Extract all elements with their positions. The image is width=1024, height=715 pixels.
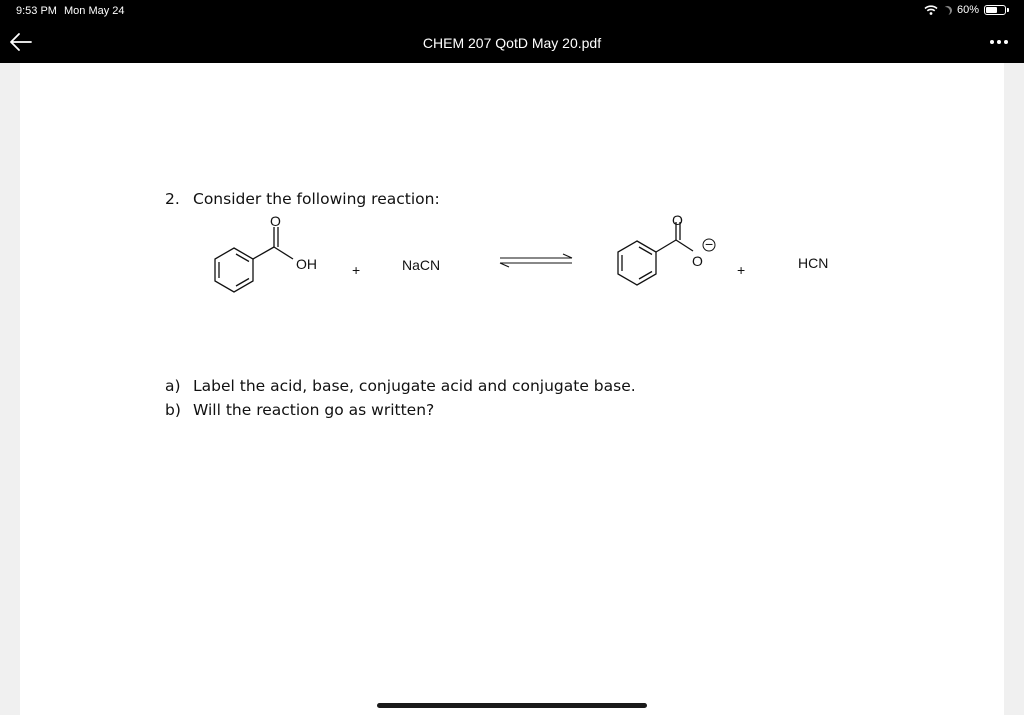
more-dots-icon (997, 40, 1001, 44)
question-part-a (165, 374, 636, 398)
status-bar (0, 0, 1024, 22)
product-oxygen-side-label: O (692, 253, 703, 269)
question-part-b (165, 398, 636, 422)
status-date: Mon May 24 (64, 5, 125, 17)
plus-sign-2: + (737, 262, 746, 278)
more-dots-icon (1004, 40, 1008, 44)
moon-icon (943, 6, 952, 15)
wifi-icon (924, 5, 938, 15)
part-letter: a) (165, 377, 181, 395)
plus-sign-1: + (352, 262, 361, 278)
battery-cap (1007, 8, 1009, 12)
more-dots-icon (990, 40, 994, 44)
status-time: 9:53 PM (16, 5, 57, 17)
product-hcn: HCN (798, 255, 829, 271)
more-button[interactable] (986, 36, 1012, 48)
reactant-oxygen-label: O (270, 213, 281, 229)
question-number: 2. (165, 190, 180, 208)
pdf-page (20, 63, 1004, 715)
question-parts (165, 374, 636, 422)
product-oxygen-top-label: O (672, 213, 683, 228)
reactant-nacn: NaCN (402, 257, 441, 273)
reactant-oh-label: OH (296, 256, 317, 272)
benzoic-acid-structure (215, 227, 293, 292)
battery-percent: 60% (956, 4, 979, 16)
home-indicator[interactable] (377, 703, 647, 708)
question-heading (165, 190, 440, 208)
pdf-viewer[interactable] (0, 63, 1024, 715)
battery-icon (984, 5, 1006, 15)
part-text: Label the acid, base, conjugate acid and conjugate base. (193, 377, 636, 395)
equilibrium-arrow (500, 254, 572, 267)
negative-charge-symbol: − (705, 236, 714, 252)
battery-fill (986, 7, 997, 13)
toolbar (0, 22, 1024, 63)
document-title: CHEM 207 QotD May 20.pdf (422, 35, 602, 51)
reaction-scheme (200, 213, 840, 298)
status-icons (924, 4, 1006, 16)
question-text: Consider the following reaction: (193, 190, 440, 208)
part-text: Will the reaction go as written? (193, 401, 435, 419)
part-letter: b) (165, 401, 181, 419)
